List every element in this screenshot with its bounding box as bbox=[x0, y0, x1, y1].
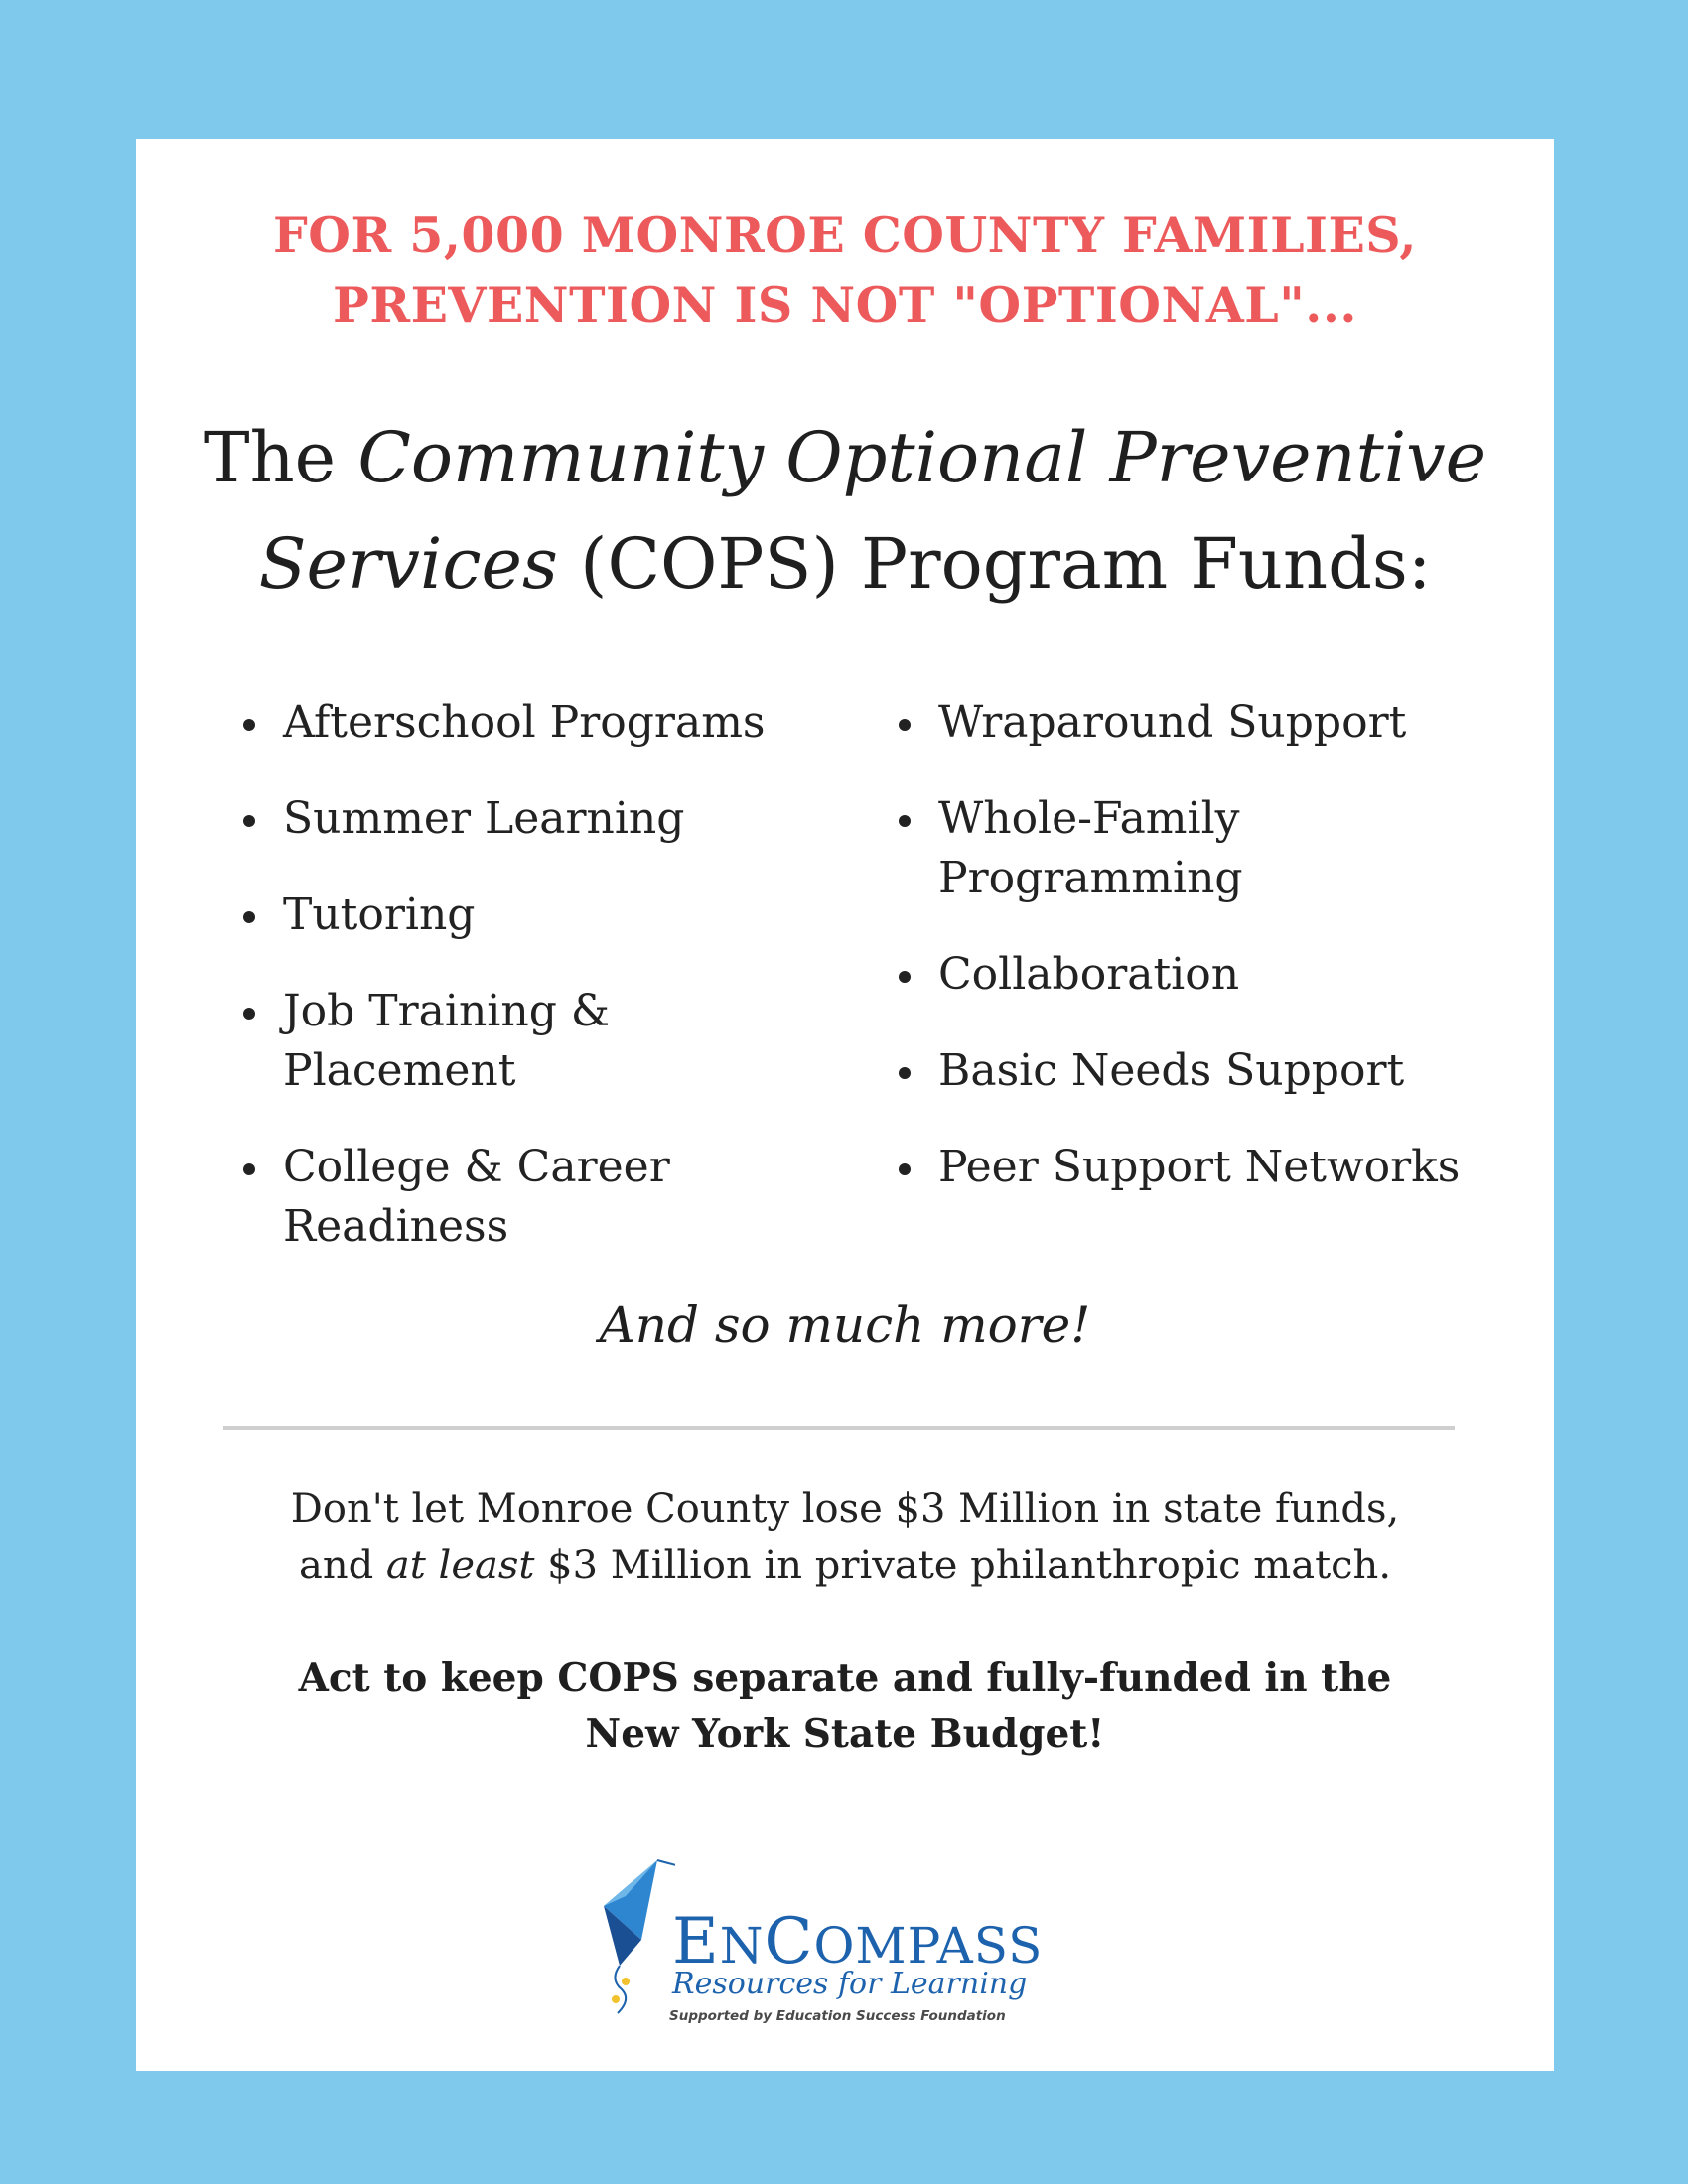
list-item: Afterschool Programs bbox=[239, 693, 855, 752]
bullet-icon bbox=[899, 815, 911, 827]
divider bbox=[223, 1426, 1455, 1430]
title-line-2 bbox=[136, 511, 1554, 617]
supported-by-text: Supported by Education Success Foundation bbox=[669, 2008, 1006, 2024]
bullet-icon bbox=[243, 911, 255, 923]
kicker-heading bbox=[136, 201, 1554, 340]
bullet-icon bbox=[899, 971, 911, 983]
list-item: Basic Needs Support bbox=[895, 1041, 1510, 1101]
bullet-icon bbox=[899, 1067, 911, 1079]
page-title bbox=[136, 405, 1554, 617]
call-to-action bbox=[136, 1650, 1554, 1763]
list-item: Summer Learning bbox=[239, 789, 855, 849]
list-item: Whole-Family Programming bbox=[895, 789, 1510, 908]
list-item: Job Training & Placement bbox=[239, 982, 855, 1101]
programs-list-right bbox=[895, 693, 1510, 1234]
encompass-logo bbox=[596, 1858, 1053, 2027]
list-item: Collaboration bbox=[895, 945, 1510, 1005]
funding-notice bbox=[136, 1481, 1554, 1594]
kicker-line-2: PREVENTION IS NOT "OPTIONAL"... bbox=[333, 276, 1357, 334]
bullet-icon bbox=[243, 815, 255, 827]
list-item: College & Career Readiness bbox=[239, 1138, 855, 1257]
programs-list-left bbox=[239, 693, 855, 1294]
title-italic-1: Community Optional Preventive bbox=[357, 417, 1487, 498]
list-item: Wraparound Support bbox=[895, 693, 1510, 752]
kicker-line-1: FOR 5,000 MONROE COUNTY FAMILIES, bbox=[273, 206, 1417, 264]
list-item: Peer Support Networks bbox=[895, 1138, 1510, 1197]
bullet-icon bbox=[899, 1163, 911, 1175]
bullet-icon bbox=[243, 719, 255, 731]
brand-tagline: Resources for Learning bbox=[672, 1967, 1028, 2001]
kite-icon bbox=[596, 1858, 675, 2027]
title-line-1 bbox=[136, 405, 1554, 511]
title-italic-2: Services bbox=[258, 523, 558, 605]
notice-line-2: and at least $3 Million in private philanthropic match. bbox=[298, 1543, 1392, 1588]
title-prefix: The bbox=[203, 417, 358, 498]
and-more-text: And so much more! bbox=[599, 1297, 1091, 1354]
bullet-icon bbox=[243, 1163, 255, 1175]
flyer-card bbox=[136, 139, 1554, 2071]
call-line-2: New York State Budget! bbox=[585, 1711, 1105, 1757]
title-suffix: (COPS) Program Funds: bbox=[557, 523, 1432, 605]
list-item: Tutoring bbox=[239, 886, 855, 945]
notice-line-1: Don't let Monroe County lose $3 Million in state funds, bbox=[290, 1486, 1400, 1532]
bullet-icon bbox=[899, 719, 911, 731]
call-line-1: Act to keep COPS separate and fully-funded in the bbox=[298, 1655, 1392, 1701]
bullet-icon bbox=[243, 1008, 255, 1020]
brand-name: ENCOMPASS bbox=[672, 1905, 1044, 1979]
notice-emphasis: at least bbox=[385, 1543, 535, 1588]
